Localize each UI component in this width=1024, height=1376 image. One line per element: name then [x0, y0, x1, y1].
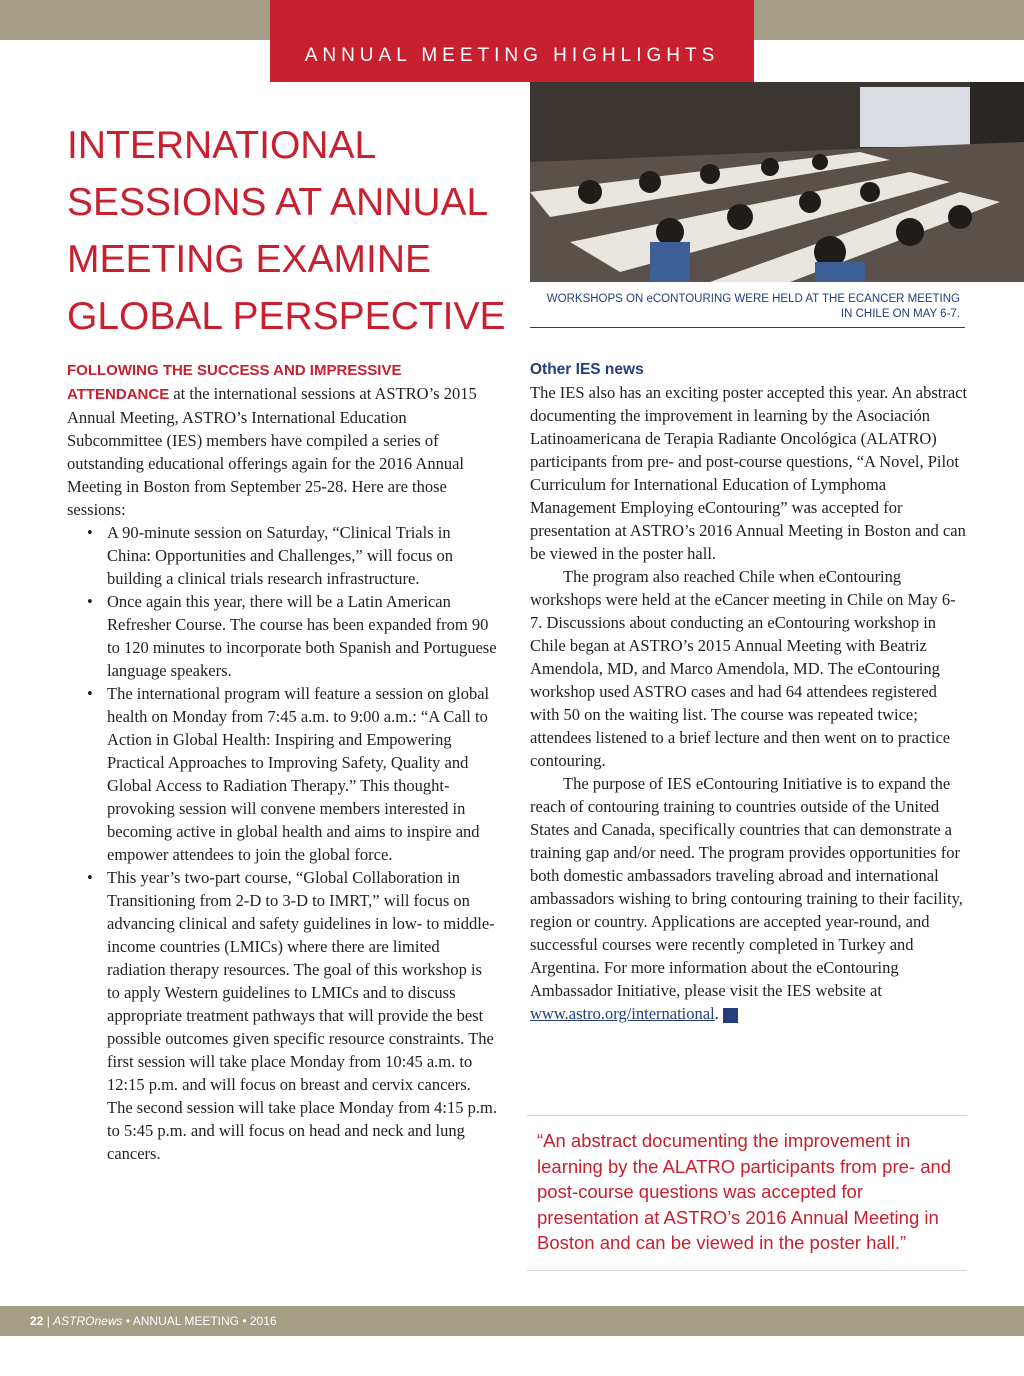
- lead-in: FOLLOWING THE SUCCESS AND IMPRESSIVE ATTENDANCE: [67, 362, 402, 403]
- conference-photo-illustration: [530, 82, 1024, 282]
- paragraph-3-text: The purpose of IES eContouring Initiative is to expand the reach of contouring training to countries outside of the United States and Canada, specifically countries that can demonstrate a training gap and/or need. The program provides opportunities for both domestic ambassadors traveling abroad and international ambassadors wishing to bring contouring training to their facility, region or country. Applications are accepted year-round, and successful courses were recently completed in Turkey and Argentina. For more information about the eContouring Ambassador Initiative, please visit the IES website at: [530, 774, 963, 1000]
- intro-text: at the international sessions at ASTRO’s 2015 Annual Meeting, ASTRO’s International Education Subcommittee (IES) members have compiled a series of outstanding educational offerings again for the 2016 Annual Meeting in Boston from September 25-28. Here are those sessions:: [67, 384, 477, 519]
- session-item: • The international program will feature a session on global health on Monday from 7:45 a.m. to 9:00 a.m.: “A Call to Action in Global Health: Inspiring and Empowering Practical Approaches to Improving Safety, Quality and Global Access to Radiation Therapy.” This thought-provoking session will convene members interested in becoming active in global health and aims to inspire and empower attendees to join the global force.: [107, 682, 497, 866]
- pull-quote: “An abstract documenting the improvement in learning by the ALATRO participants from pre- and post-course questions was accepted for presentation at ASTRO’s 2016 Annual Meeting in Boston and can be viewed in the poster hall.”: [527, 1115, 967, 1271]
- footer-section: • ANNUAL MEETING • 2016: [125, 1314, 277, 1328]
- astro-logo-icon: A: [723, 1008, 738, 1023]
- session-item: • Once again this year, there will be a Latin American Refresher Course. The course has been expanded from 90 to 120 minutes to incorporate both Spanish and Portuguese language speakers.: [107, 590, 497, 682]
- page-footer: [0, 1306, 1024, 1336]
- session-item: • This year’s two-part course, “Global Collaboration in Transitioning from 2-D to 3-D to IMRT,” will focus on advancing clinical and safety guidelines in low- to middle-income countries (LMICs) where there are limited radiation therapy resources. The goal of this workshop is to apply Western guidelines to LMICs and to discuss appropriate treatment pathways that will provide the best possible outcomes given specific resource constraints. The first session will take place Monday from 10:45 a.m. to 12:15 p.m. and will focus on breast and cervix cancers. The second session will take place Monday from 4:15 p.m. to 5:45 p.m. and will focus on head and neck and lung cancers.: [107, 866, 497, 1165]
- photo-caption: [540, 292, 960, 322]
- session-item: • A 90-minute session on Saturday, “Clinical Trials in China: Opportunities and Challenges,” will focus on building a clinical trials research infrastructure.: [107, 521, 497, 590]
- paragraph-3: The purpose of IES eContouring Initiative is to expand the reach of contouring training to countries outside of the United States and Canada, specifically countries that can demonstrate a training gap and/or need. The program provides opportunities for both domestic ambassadors traveling abroad and international ambassadors wishing to bring contouring training to their facility, region or country. Applications are accepted year-round, and successful courses were recently completed in Turkey and Argentina. For more information about the eContouring Ambassador Initiative, please visit the IES website at www.astro.org/international. A: [530, 774, 963, 1023]
- page-number: 22: [30, 1314, 44, 1328]
- footer-separator: |: [46, 1314, 50, 1328]
- conference-photo: [530, 82, 1024, 282]
- session-list: [67, 521, 497, 1165]
- intro-paragraph: [67, 358, 497, 521]
- paragraph-1: The IES also has an exciting poster accepted this year. An abstract documenting the improvement in learning by the Asociación Latinoamericana de Terapia Radiante Oncológica (ALATRO) participants from pre- and post-course questions, “A Novel, Pilot Curriculum for International Education of Lymphoma Management Employing eContouring” was accepted for presentation at ASTRO’s 2016 Annual Meeting in Boston and can be viewed in the poster hall.: [530, 383, 968, 563]
- paragraph-2: The program also reached Chile when eContouring workshops were held at the eCancer meeting in Chile on May 6-7. Discussions about conducting an eContouring workshop in Chile began at ASTRO’s 2015 Annual Meeting with Beatriz Amendola, MD, and Marco Amendola, MD. The eContouring workshop used ASTRO cases and had 64 attendees registered with 50 on the waiting list. The course was repeated twice; attendees listened to a brief lecture and then went on to practice contouring.: [530, 567, 956, 770]
- publication-name: ASTROnews: [53, 1314, 123, 1328]
- ies-website-link[interactable]: www.astro.org/international: [530, 1004, 715, 1023]
- other-news-heading: Other IES news: [530, 361, 644, 378]
- photo-caption-line-1: WORKSHOPS ON eCONTOURING WERE HELD AT THE ECANCER MEETING: [546, 293, 960, 305]
- left-column: [67, 358, 497, 1165]
- section-banner: ANNUAL MEETING HIGHLIGHTS: [270, 0, 754, 82]
- right-column: [530, 358, 968, 1025]
- caption-rule: [530, 327, 965, 328]
- article-title: INTERNATIONAL SESSIONS AT ANNUAL MEETING EXAMINE GLOBAL PERSPECTIVE: [67, 124, 506, 338]
- photo-caption-line-2: IN CHILE ON MAY 6-7.: [840, 308, 960, 320]
